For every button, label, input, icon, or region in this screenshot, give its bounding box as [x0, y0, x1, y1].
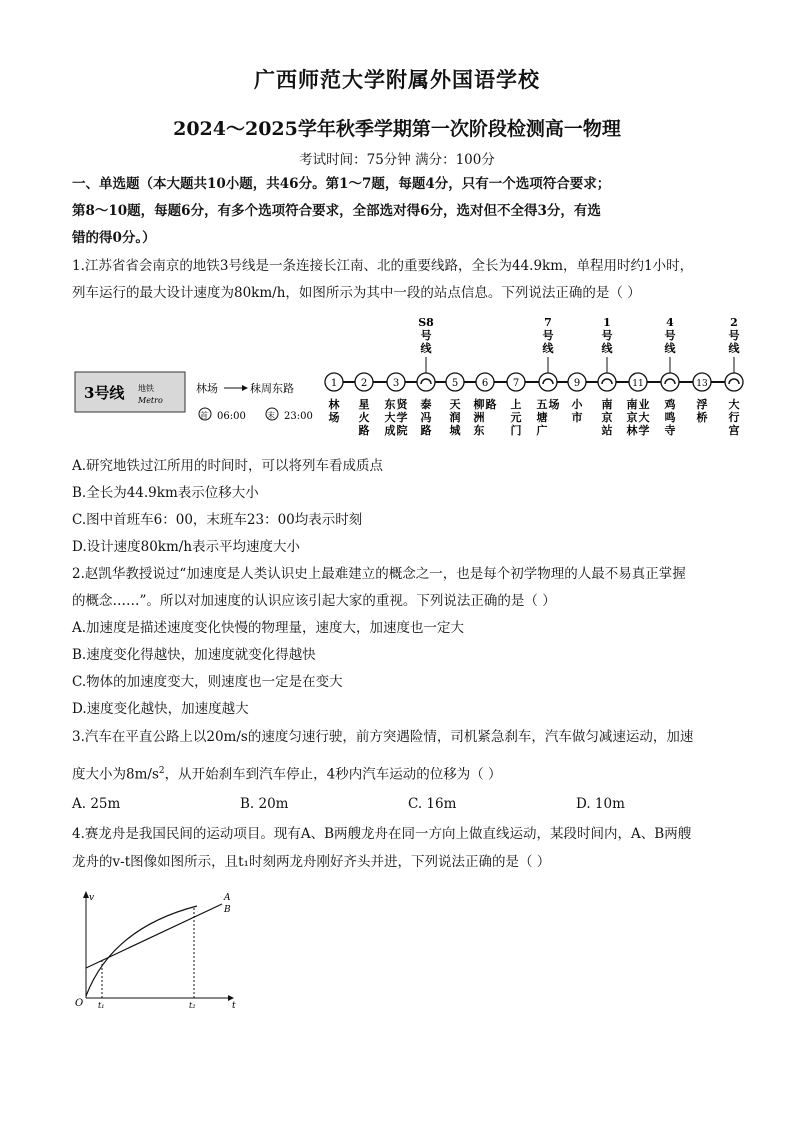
station-name-char: 广 [536, 424, 548, 437]
station-name-char: 火 [358, 411, 370, 424]
station-name-char: 桥 [696, 411, 708, 424]
metro-line-name: 3号线 [84, 384, 125, 402]
curve-a [86, 906, 197, 996]
station-name-char: 林 [626, 424, 638, 437]
station-name-char: 冯 [420, 411, 432, 424]
first-train-mark: 首 [200, 411, 208, 420]
station-name-char: 路 [420, 424, 432, 437]
q3-stem-line2 [72, 762, 732, 784]
transfer-label-char: 1 [603, 316, 611, 329]
transfer-label-char: 号 [728, 329, 740, 342]
last-train-time: 23:00 [284, 411, 313, 422]
station-name-char: 业 [638, 398, 650, 411]
q3-option-d: D. 10m [576, 796, 625, 812]
first-train-time: 06:00 [217, 411, 246, 422]
station-name-char: 院 [396, 424, 408, 437]
transfer-label-char: 号 [664, 329, 676, 342]
station-circle [598, 373, 616, 391]
q2-option-a: A.加速度是描述速度变化快慢的物理量，速度大，加速度也一定大 [72, 620, 465, 636]
station-number: 1 [330, 378, 338, 389]
transfer-labels-group [418, 316, 740, 373]
station-name-char: 鸡 [664, 398, 676, 411]
q1-stem-line1: 1.江苏省省会南京的地铁3号线是一条连接长江南、北的重要线路，全长为44.9km，单程用时约1小时， [72, 258, 694, 274]
q3-accel-exponent: 2 [158, 766, 165, 776]
q2-option-d: D.速度变化越快，加速度越大 [72, 701, 249, 717]
q2-option-c: C.物体的加速度变大，则速度也一定是在变大 [72, 674, 343, 690]
t-axis-label: t [232, 1001, 236, 1008]
t2-label: t₂ [189, 1001, 196, 1008]
metro-sign-cn: 地铁 [138, 384, 154, 393]
transfer-label-char: 线 [728, 342, 740, 355]
route-arrow-head [242, 385, 248, 391]
station-name-char: 路 [358, 424, 370, 437]
station-circle [417, 373, 435, 391]
station-name-char: 元 [510, 411, 522, 424]
station-name-char: 大 [638, 411, 650, 424]
series-b-label: B [224, 905, 231, 915]
q1-option-d: D.设计速度80km/h表示平均速度大小 [72, 539, 301, 555]
transfer-label-char: 线 [601, 342, 613, 355]
station-name-char: 上 [510, 398, 522, 411]
route-from: 林场 [196, 382, 218, 395]
metro-sign-en: Metro [138, 396, 163, 405]
section-instructions-line2: 第8～10题，每题6分，有多个选项符合要求，全部选对得6分，选对但不全得3分，有选 [72, 203, 601, 219]
station-number: 13 [696, 379, 708, 389]
station-name-char: 林 [328, 398, 340, 411]
station-name-char: 五 [536, 398, 548, 411]
q3-option-a: A. 25m [72, 796, 121, 812]
section-instructions-line1: 一、单选题（本大题共10小题，共46分。第1～7题，每题4分，只有一个选项符合要求； [72, 176, 611, 192]
station-name-char: 场 [328, 411, 340, 424]
station-name-char: 宫 [728, 424, 740, 437]
transfer-label-char: 号 [420, 329, 432, 342]
station-name-char: 东 [473, 424, 485, 437]
t1-label: t₁ [98, 1001, 105, 1008]
q4-stem-line2: 龙舟的v-t图像如图所示，且t₁时刻两龙舟刚好齐头并进，下列说法正确的是（ ） [72, 854, 551, 870]
station-name-char: 鸣 [664, 411, 676, 424]
station-number: 7 [512, 378, 520, 389]
station-number: 5 [451, 378, 459, 389]
q3-stem-tail: ，从开始刹车到汽车停止，4秒内汽车运动的位移为（ ） [164, 766, 502, 783]
last-train-mark: 末 [267, 411, 275, 420]
transfer-label-char: 2 [730, 316, 738, 329]
station-name-char: 门 [510, 424, 522, 437]
q1-option-c: C.图中首班车6：00，末班车23：00均表示时刻 [72, 512, 363, 528]
station-number: 11 [632, 379, 644, 389]
q3-option-c: C. 16m [408, 796, 457, 812]
station-name-char: 京 [601, 411, 613, 424]
transfer-label-char: 线 [664, 342, 676, 355]
station-name-char: 小 [571, 398, 583, 411]
station-name-char: 大 [384, 411, 396, 424]
q2-stem-line1: 2.赵凯华教授说过“加速度是人类认识史上最难建立的概念之一，也是每个初学物理的人最不易真正掌握 [72, 566, 686, 582]
station-name-char: 城 [449, 424, 461, 437]
transfer-label-char: 7 [544, 316, 552, 329]
q4-stem-line1: 4.赛龙舟是我国民间的运动项目。现有A、B两艘龙舟在同一方向上做直线运动，某段时间内，A、B两艘 [72, 826, 692, 842]
station-name-char: 洲 [473, 411, 485, 424]
station-name-char: 市 [571, 411, 583, 424]
station-name-char: 天 [449, 398, 461, 411]
exam-info: 考试时间：75分钟 满分：100分 [299, 152, 495, 168]
transfer-label-char: 线 [420, 342, 432, 355]
q3-option-b: B. 20m [240, 796, 289, 812]
exam-title: 2024～2025学年秋季学期第一次阶段检测高一物理 [173, 118, 621, 140]
line-b [86, 904, 222, 968]
q1-stem-line2: 列车运行的最大设计速度为80km/h，如图所示为其中一段的站点信息。下列说法正确的是（ ） [72, 285, 641, 301]
station-name-char: 东 [384, 398, 396, 411]
station-number: 6 [481, 378, 489, 389]
station-name-char: 浮 [696, 398, 708, 411]
transfer-label-char: 线 [542, 342, 554, 355]
station-number: 9 [573, 378, 581, 389]
station-name-char: 学 [396, 411, 408, 424]
station-name-char: 场 [548, 398, 560, 411]
station-name-char: 塘 [536, 411, 548, 424]
transfer-label-char: 号 [601, 329, 613, 342]
route-to: 秣周东路 [250, 382, 294, 395]
origin-label: O [75, 998, 84, 1008]
metro-line-figure [72, 316, 752, 444]
vt-graph-figure [72, 888, 242, 1008]
q1-option-a: A.研究地铁过江所用的时间时，可以将列车看成质点 [72, 458, 384, 474]
school-title: 广西师范大学附属外国语学校 [254, 67, 540, 92]
station-name-char: 大 [728, 398, 740, 411]
q3-accel-value: 度大小为8m/s [72, 766, 159, 783]
station-name-char: 南 [626, 398, 638, 411]
q2-stem-line2: 的概念……”。所以对加速度的认识应该引起大家的重视。下列说法正确的是（ ） [72, 593, 556, 609]
station-name-char: 泰 [420, 398, 432, 411]
station-name-char: 路 [485, 398, 497, 411]
q3-stem-line1: 3.汽车在平直公路上以20m/s的速度匀速行驶，前方突遇险情，司机紧急刹车，汽车做匀减速运动，加速 [72, 729, 694, 745]
station-name-char: 星 [358, 398, 370, 411]
station-circle [725, 373, 743, 391]
station-name-char: 站 [601, 424, 613, 437]
station-name-char: 学 [638, 424, 650, 437]
q1-option-b: B.全长为44.9km表示位移大小 [72, 485, 259, 501]
section-instructions-line3: 错的得0分。） [72, 230, 156, 246]
station-name-char: 润 [449, 411, 461, 424]
station-name-char: 成 [384, 424, 396, 437]
station-circle [661, 373, 679, 391]
series-a-label: A [224, 893, 231, 903]
station-number: 2 [360, 378, 368, 389]
station-name-char: 柳 [473, 398, 485, 411]
q2-option-b: B.速度变化得越快，加速度就变化得越快 [72, 647, 316, 663]
station-name-char: 行 [728, 411, 740, 424]
station-circle [539, 373, 557, 391]
transfer-label-char: S8 [418, 316, 434, 329]
transfer-label-char: 号 [542, 329, 554, 342]
v-axis-label: v [89, 893, 95, 903]
station-name-char: 寺 [664, 424, 676, 437]
station-name-char: 京 [626, 411, 638, 424]
station-number: 3 [392, 378, 400, 389]
station-name-char: 贤 [396, 398, 408, 411]
transfer-label-char: 4 [666, 316, 674, 329]
station-name-char: 南 [601, 398, 613, 411]
